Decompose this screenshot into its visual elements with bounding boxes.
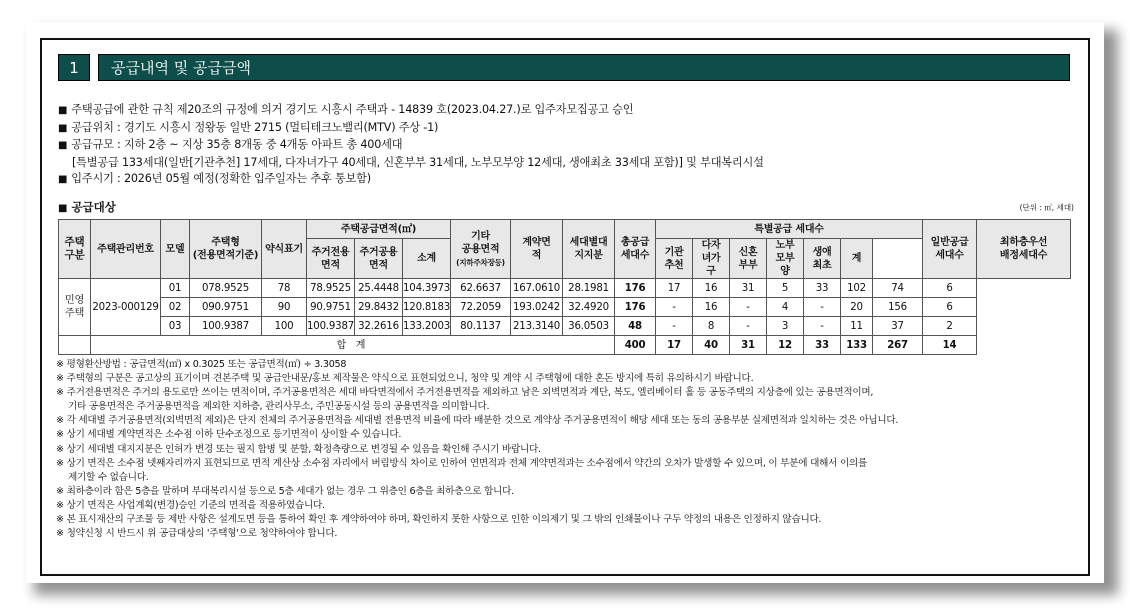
header-type: 주택구분 <box>59 220 91 279</box>
table-cell: 32.2616 <box>355 317 403 336</box>
table-cell: 133.2003 <box>403 317 451 336</box>
table-cell: 102 <box>841 279 873 298</box>
header-contract: 계약면적 <box>511 220 563 279</box>
total-cell: 400 <box>615 336 656 355</box>
table-header-row <box>59 220 1071 239</box>
total-cell: 267 <box>873 336 923 355</box>
header-special: 특별공급 세대수 <box>656 220 923 239</box>
table-cell: 36.0503 <box>563 317 615 336</box>
table-cell: 3 <box>767 317 804 336</box>
section-number: 1 <box>58 54 90 81</box>
table-cell: 2 <box>923 317 977 336</box>
table-row <box>59 298 1071 317</box>
table-cell: 17 <box>656 279 693 298</box>
table-cell: 80.1137 <box>451 317 511 336</box>
table-cell: 8 <box>693 317 730 336</box>
table-cell: 176 <box>615 298 656 317</box>
overview-bullets <box>58 102 1068 189</box>
table-cell: 5 <box>767 279 804 298</box>
square-bullet-icon: ■ <box>58 122 68 134</box>
table-cell: 74 <box>873 279 923 298</box>
total-cell: 133 <box>841 336 873 355</box>
document-frame <box>40 38 1090 576</box>
note-item: 기타 공용면적은 주거공용면적을 제외한 지하층, 관리사무소, 주민공동시설 등의 공용면적을 의미합니다. <box>68 401 490 413</box>
table-cell: 62.6637 <box>451 279 511 298</box>
note-item: ※ 상기 면적은 소수점 넷째자리까지 표현되므로 면적 계산상 소수점 자리에서 버림방식 차이로 인하여 연면적과 전체 계약면적과는 소수점에서 약간의 오차가 발생할 수 있으며, 이 부분에 대해서 이의를 <box>56 457 867 469</box>
table-cell: 02 <box>161 298 190 317</box>
header-newlywed: 신혼부부 <box>730 239 767 279</box>
table-cell: 20 <box>841 298 873 317</box>
table-cell: 78 <box>262 279 307 298</box>
note-item: ※ 주택형의 구분은 공고상의 표기이며 견본주택 및 공급안내문/홍보 제작물은 약식으로 표현되었으니, 청약 및 계약 시 주택형에 대한 혼돈 방지에 특히 유의하시기 바랍니다. <box>56 373 754 385</box>
note-item: ※ 상기 면적은 사업계획(변경)승인 기준의 면적을 적용하였습니다. <box>56 499 325 511</box>
table-cell: 16 <box>693 298 730 317</box>
supply-table <box>58 219 1071 355</box>
header-model: 모델 <box>161 220 190 279</box>
total-cell: 40 <box>693 336 730 355</box>
bullet-scale: ■ 공급규모 : 지하 2층 ~ 지상 35층 8개동 중 4개동 아파트 총 400세대 <box>58 138 403 151</box>
table-cell: 078.9525 <box>190 279 262 298</box>
total-cell: 31 <box>730 336 767 355</box>
header-other: 기타 공용면적 (지하주차장등) <box>451 220 511 279</box>
square-bullet-icon: ■ <box>58 203 68 214</box>
header-exclusive: 주거전용면적 <box>307 239 355 279</box>
table-cell: 78.9525 <box>307 279 355 298</box>
header-sum: 계 <box>841 239 873 279</box>
unit-note: (단위 : ㎡, 세대) <box>1019 203 1074 212</box>
square-bullet-icon: ■ <box>58 140 68 151</box>
header-supply-area: 주택공급면적(㎡) <box>307 220 451 239</box>
table-cell: 37 <box>873 317 923 336</box>
note-item: ※ 주거전용면적은 주거의 용도로만 쓰이는 면적이며, 주거공용면적은 세대 바닥면적에서 주거전용면적을 제외하고 남은 외벽면적과 계단, 복도, 엘리베이터 홀 등 공동주택의 지상층에 있는 공용면적이며, <box>56 387 874 399</box>
note-item: ※ 각 세대별 주거공용면적(외벽면적 제외)은 단지 전체의 주거공용면적을 세대별 전용면적 비율에 따라 배분한 것으로 계약상 주거공용면적이 해당 세대 또는 동의 공용부분 실제면적과 일치하는 것은 아닙니다. <box>56 415 899 427</box>
note-item: ※ 본 표시재산의 구조물 등 제반 사항은 설계도면 등을 통하여 확인 후 계약하여야 하며, 확인하지 못한 사항으로 인한 이의제기 및 그 밖의 인쇄물이나 구두 약정의 내용은 인정하지 않습니다. <box>56 514 822 526</box>
total-cell: 12 <box>767 336 804 355</box>
table-cell: 72.2059 <box>451 298 511 317</box>
header-first: 생애최초 <box>804 239 841 279</box>
table-cell: - <box>804 298 841 317</box>
table-cell: - <box>730 298 767 317</box>
table-cell: - <box>730 317 767 336</box>
square-bullet-icon: ■ <box>58 105 68 116</box>
header-land: 세대별대지지분 <box>563 220 615 279</box>
header-multi: 다자녀가구 <box>693 239 730 279</box>
header-top-floor: 최하층우선배정세대수 <box>977 220 1071 279</box>
table-cell: - <box>656 298 693 317</box>
total-cell: 33 <box>804 336 841 355</box>
bullet-move-in: ■ 입주시기 : 2026년 05월 예정(정확한 입주일자는 추후 통보함) <box>58 172 371 185</box>
table-cell: 16 <box>693 279 730 298</box>
table-cell: 100.9387 <box>190 317 262 336</box>
note-item: ※ 최하층이라 함은 5층을 말하며 부대복리시설 등으로 5층 세대가 없는 경우 그 위층인 6층을 최하층으로 합니다. <box>56 485 514 497</box>
table-cell: 156 <box>873 298 923 317</box>
square-bullet-icon: ■ <box>58 174 68 185</box>
table-cell: 25.4448 <box>355 279 403 298</box>
section-title: 공급내역 및 공급금액 <box>98 54 1070 81</box>
table-cell: 100.9387 <box>307 317 355 336</box>
table-cell: 33 <box>804 279 841 298</box>
table-cell <box>59 336 91 355</box>
table-cell: 90.9751 <box>307 298 355 317</box>
table-cell: - <box>804 317 841 336</box>
note-item: ※ 상기 세대별 계약면적은 소수점 이하 단수조정으로 등기면적이 상이할 수 있습니다. <box>56 429 402 441</box>
note-item: ※ 평형환산방법 : 공급면적(㎡) x 0.3025 또는 공급면적(㎡) ÷ 3.3058 <box>56 359 347 370</box>
note-item: ※ 청약신청 시 반드시 위 공급대상의 '주택형'으로 청약하여야 합니다. <box>56 528 338 540</box>
table-cell: 11 <box>841 317 873 336</box>
total-cell: 14 <box>923 336 977 355</box>
note-item: ※ 상기 세대별 대지지분은 인허가 변경 또는 필지 합병 및 분할, 확정측량으로 변경될 수 있음을 확인해 주시기 바랍니다. <box>56 443 541 455</box>
header-mgmt-no: 주택관리번호 <box>91 220 161 279</box>
table-row <box>59 279 1071 298</box>
table-row <box>59 317 1071 336</box>
header-inst: 기관추천 <box>656 239 693 279</box>
header-total-units: 총공급세대수 <box>615 220 656 279</box>
notes-list <box>56 358 1071 541</box>
table-cell: 104.3973 <box>403 279 451 298</box>
house-type-cell: 민영주택 <box>59 279 91 336</box>
table-cell: - <box>656 317 693 336</box>
note-item: 제기할 수 없습니다. <box>68 471 149 483</box>
table-cell: 01 <box>161 279 190 298</box>
table-cell: 29.8432 <box>355 298 403 317</box>
total-label: 합 계 <box>91 336 615 355</box>
header-house-type: 주택형 (전용면적기준) <box>190 220 262 279</box>
mgmt-no-cell: 2023-000129 <box>91 279 161 336</box>
header-general: 일반공급세대수 <box>923 220 977 279</box>
table-cell: 176 <box>615 279 656 298</box>
table-cell: 6 <box>923 279 977 298</box>
bullet-location: ■ 공급위치 : 경기도 시흥시 정왕동 일반 2715 (멀티테크노밸리(MTV) 주상 -1) <box>58 120 439 134</box>
table-cell: 193.0242 <box>511 298 563 317</box>
table-cell: 4 <box>767 298 804 317</box>
bullet-approval: ■ 주택공급에 관한 규칙 제20조의 규정에 의거 경기도 시흥시 주택과 - 14839 호(2023.04.27.)로 입주자모집공고 승인 <box>58 103 634 116</box>
table-cell: 31 <box>730 279 767 298</box>
table-total-row <box>59 336 1071 355</box>
table-cell: 090.9751 <box>190 298 262 317</box>
bullet-scale-detail: [특별공급 133세대(일반[기관추천] 17세대, 다자녀가구 40세대, 신혼부부 31세대, 노부모부양 12세대, 생애최초 33세대 포함)] 및 부대복리시설 <box>72 155 764 169</box>
total-cell: 17 <box>656 336 693 355</box>
table-cell: 167.0610 <box>511 279 563 298</box>
table-cell: 120.8183 <box>403 298 451 317</box>
table-cell: 90 <box>262 298 307 317</box>
supply-target-title: ■ 공급대상 <box>58 200 116 214</box>
table-cell: 48 <box>615 317 656 336</box>
table-cell: 6 <box>923 298 977 317</box>
header-subtotal: 소계 <box>403 239 451 279</box>
section-header <box>58 54 1070 81</box>
table-cell: 03 <box>161 317 190 336</box>
header-common: 주거공용면적 <box>355 239 403 279</box>
table-cell: 28.1981 <box>563 279 615 298</box>
table-cell: 32.4920 <box>563 298 615 317</box>
table-cell: 213.3140 <box>511 317 563 336</box>
table-cell: 100 <box>262 317 307 336</box>
header-elder: 노부모부양 <box>767 239 804 279</box>
header-abbr: 약식표기 <box>262 220 307 279</box>
